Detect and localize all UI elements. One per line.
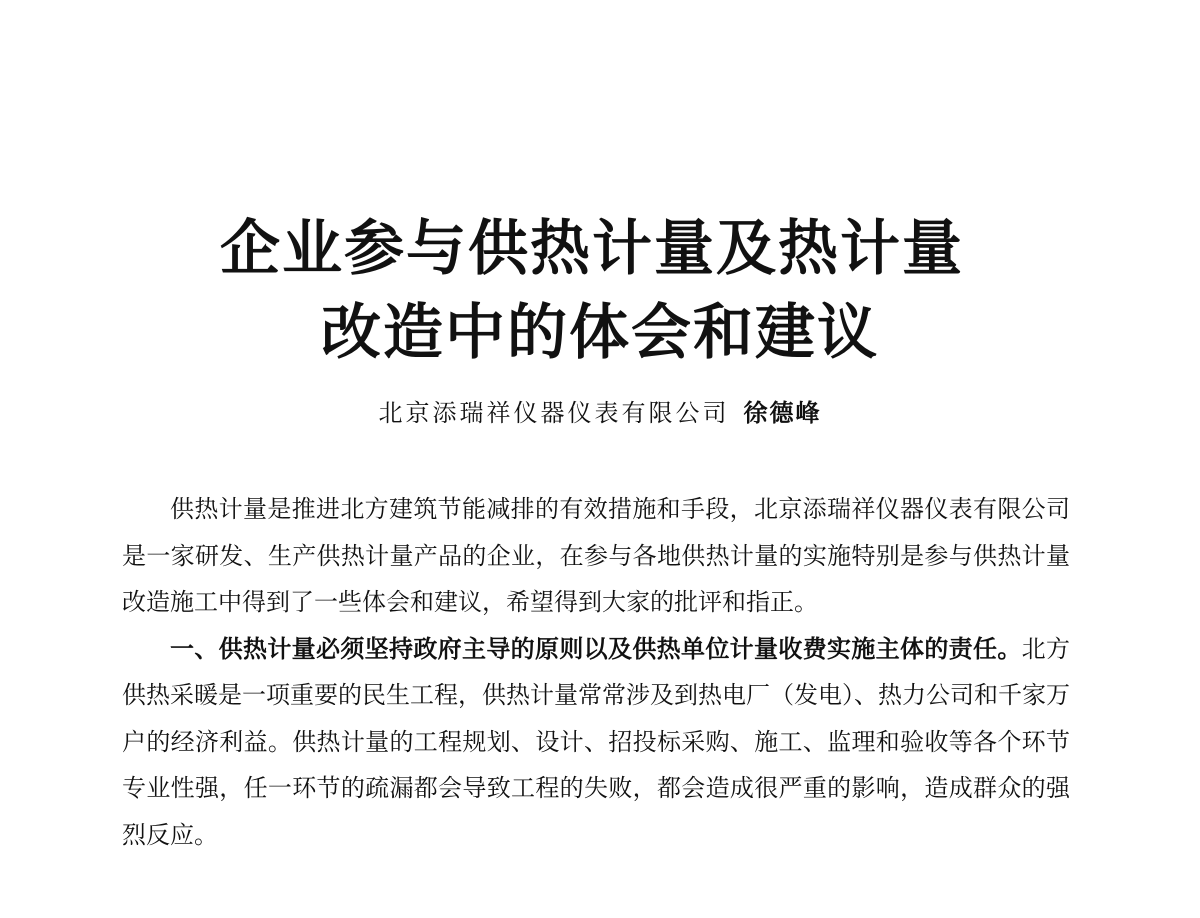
author-name: 徐德峰 bbox=[743, 399, 822, 427]
author-organization: 北京添瑞祥仪器仪表有限公司 bbox=[378, 399, 730, 427]
paragraph-text: 供热计量是推进北方建筑节能减排的有效措施和手段，北京添瑞祥仪器仪表有限公司是一家研发、生产供热计量产品的企业，在参与各地供热计量的实施特别是参与供热计量改造施工中得到了一些体会和建议，希望得到大家的批评和指正。 bbox=[122, 495, 1070, 616]
paragraph-text: 北方供热采暖是一项重要的民生工程，供热计量常常涉及到热电厂（发电）、热力公司和千家万户的经济利益。供热计量的工程规划、设计、招投标采购、施工、监理和验收等各个环节专业性强，任一环节的疏漏都会导致工程的失败，都会造成很严重的影响，造成群众的强烈反应。 bbox=[122, 634, 1071, 849]
title-line-1: 企业参与供热计量及热计量 bbox=[220, 214, 964, 284]
section-heading: 一、供热计量必须坚持政府主导的原则以及供热单位计量收费实施主体的责任。 bbox=[170, 634, 1022, 663]
paragraph-intro bbox=[122, 486, 1070, 626]
paragraph-section-1 bbox=[122, 626, 1070, 859]
byline bbox=[0, 396, 1200, 430]
article-body bbox=[122, 486, 1070, 858]
title-line-2: 改造中的体会和建议 bbox=[321, 298, 879, 368]
